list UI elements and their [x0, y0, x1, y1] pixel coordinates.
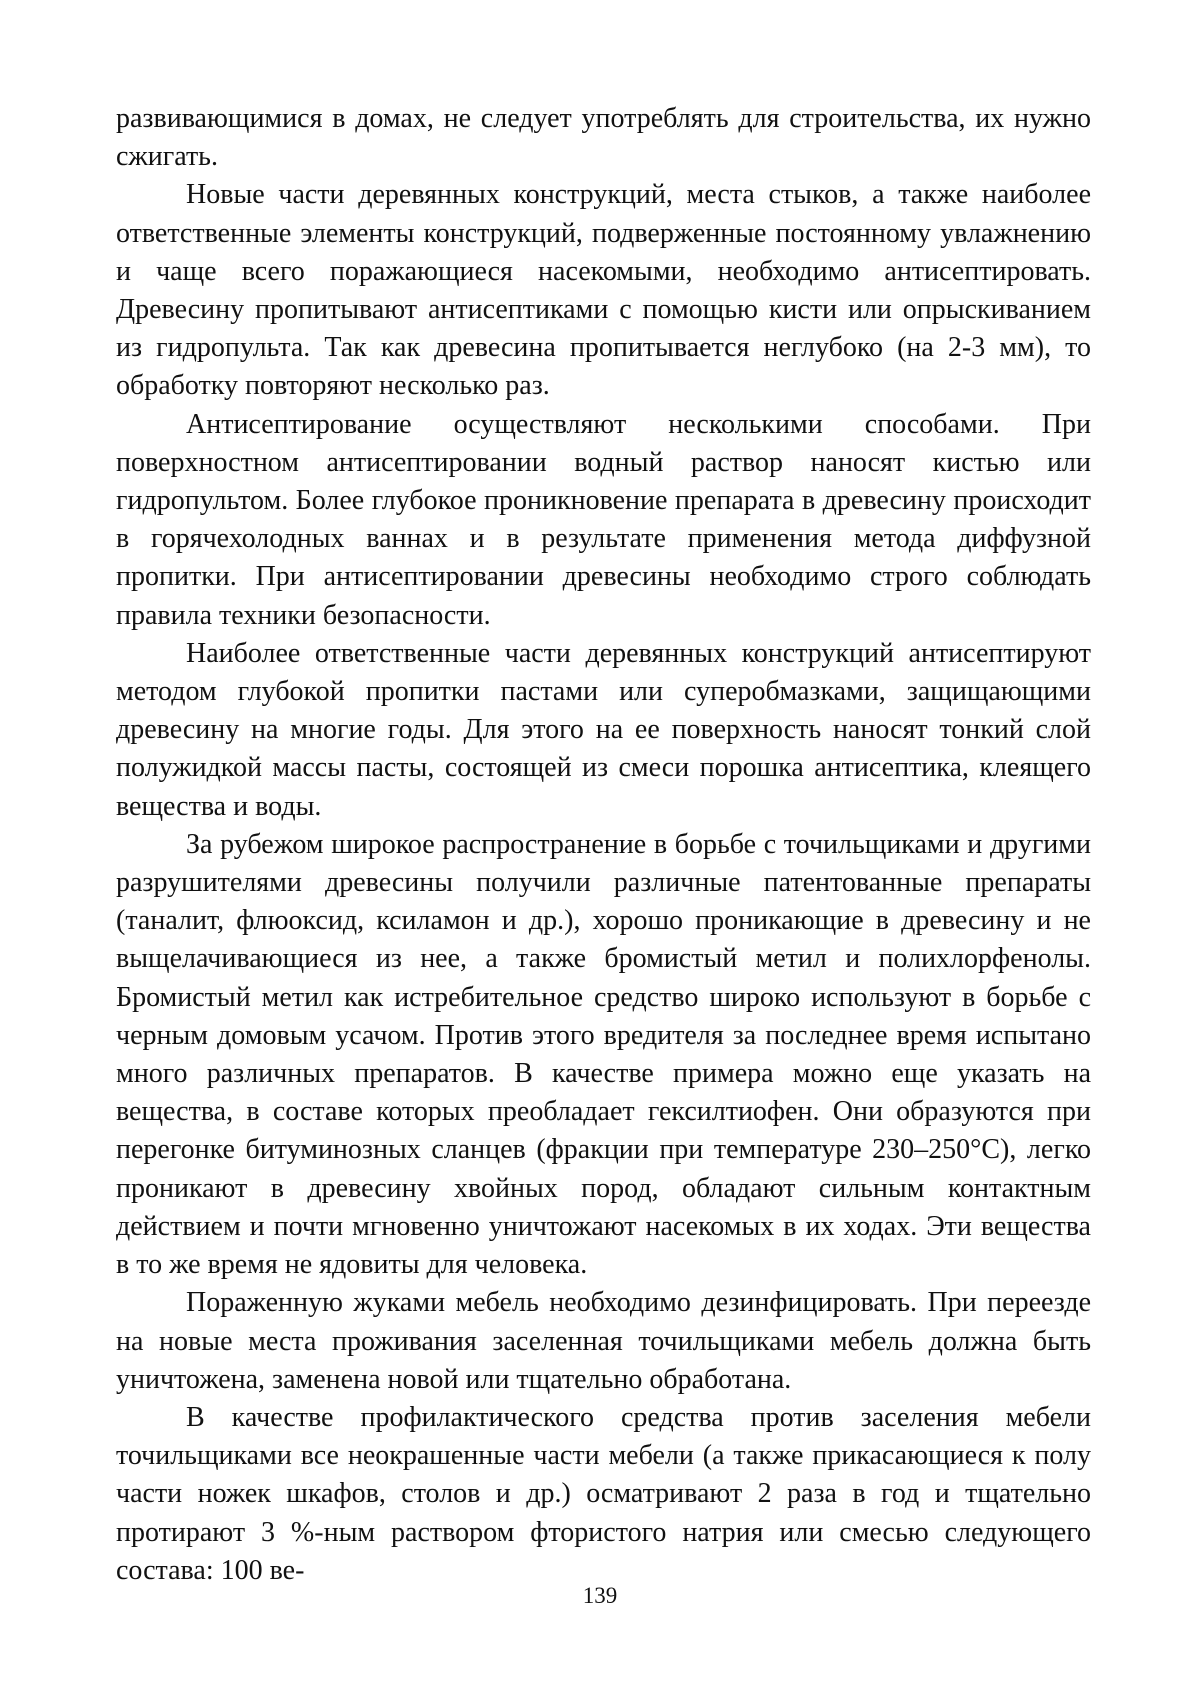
page-number: 139	[582, 1583, 618, 1608]
paragraph: Новые части деревянных конструкций, места стыков, а также наиболее ответственные элементы конструкций, подверженные постоянному увлажнению и чаще всего поражающиеся насекомыми, необходимо антисептировать. Древесину пропитывают антисептиками с помощью кисти или опрыскиванием из гидропульта. Так как древесина пропитывается неглубоко (на 2-3 мм), то обработку повторяют несколько раз.	[116, 179, 1091, 402]
paragraph-continuation: развивающимися в домах, не следует употреблять для строительства, их нужно сжигать.	[116, 103, 1091, 173]
page-body	[116, 100, 1091, 1590]
paragraph: За рубежом широкое распространение в борьбе с точильщиками и другими разрушителями древесины получили различные патентованные препараты (таналит, флюоксид, ксиламон и др.), хорошо проникающие в древесину и не выщелачивающиеся из нее, а также бромистый метил и полихлорфенолы. Бромистый метил как истребительное средство широко используют в борьбе с черным домовым усачом. Против этого вредителя за последнее время испытано много различных препаратов. В качестве примера можно еще указать на вещества, в составе которых преобладает гексилтиофен. Они образуются при перегонке битуминозных сланцев (фракции при температуре 230–250°С), легко проникают в древесину хвойных пород, обладают сильным контактным действием и почти мгновенно уничтожают насекомых в их ходах. Эти вещества в то же время не ядовиты для человека.	[116, 828, 1091, 1281]
paragraph: Наиболее ответственные части деревянных конструкций антисептируют методом глубокой пропитки пастами или суперобмазками, защищающими древесину на многие годы. Для этого на ее поверхность наносят тонкий слой полужидкой массы пасты, состоящей из смеси порошка антисептика, клеящего вещества и воды.	[116, 637, 1091, 822]
paragraph: Антисептирование осуществляют несколькими способами. При поверхностном антисептировании водный раствор наносят кистью или гидропультом. Более глубокое проникновение препарата в древесину происходит в горячехолодных ваннах и в результате применения метода диффузной пропитки. При антисептировании древесины необходимо строго соблюдать правила техники безопасности.	[116, 408, 1091, 631]
paragraph: В качестве профилактического средства против заселения мебели точильщиками все неокрашенные части мебели (а также прикасающиеся к полу части ножек шкафов, столов и др.) осматривают 2 раза в год и тщательно протирают 3 %-ным раствором фтористого натрия или смесью следующего состава: 100 ве-	[116, 1401, 1091, 1586]
paragraph: Пораженную жуками мебель необходимо дезинфицировать. При переезде на новые места проживания заселенная точильщиками мебель должна быть уничтожена, заменена новой или тщательно обработана.	[116, 1287, 1091, 1395]
